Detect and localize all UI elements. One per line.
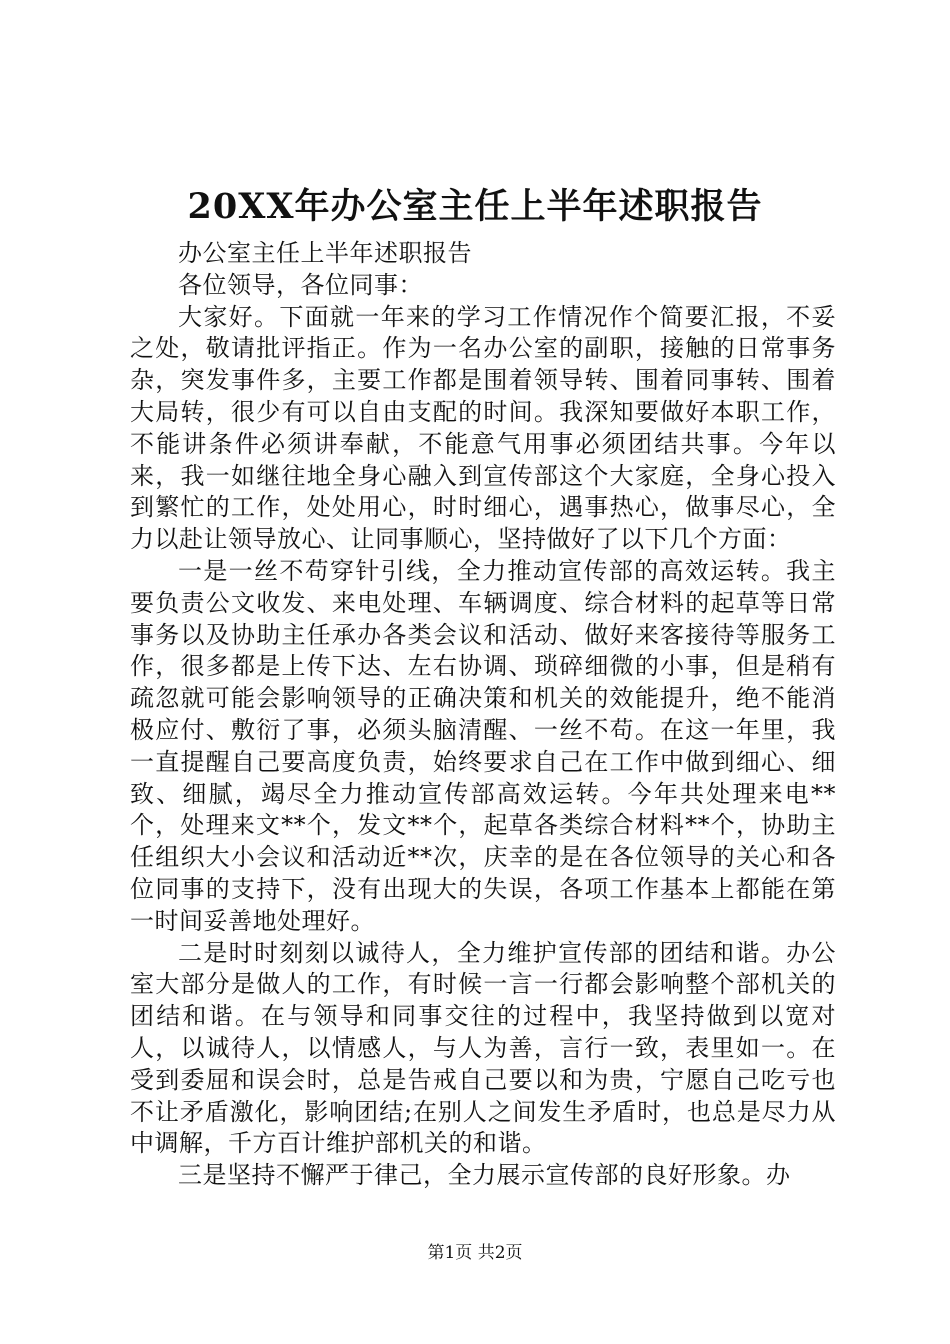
paragraph-point-three: 三是坚持不懈严于律己，全力展示宣传部的良好形象。办 [178, 1161, 791, 1190]
document-body [130, 238, 836, 1192]
paragraph-subtitle: 办公室主任上半年述职报告 [178, 239, 472, 267]
paragraph-intro: 大家好。下面就一年来的学习工作情况作个简要汇报，不妥之处，敬请批评指正。作为一名办公室的副职，接触的日常事务杂，突发事件多，主要工作都是围着领导转、围着同事转、围着大局转，很少有可以自由支配的时间。我深知要做好本职工作，不能讲条件必须讲奉献，不能意气用事必须团结共事。今年以来，我一如继往地全身心融入到宣传部这个大家庭，全身心投入到繁忙的工作，处处用心，时时细心，遇事热心，做事尽心，全力以赴让领导放心、让同事顺心，坚持做好了以下几个方面： [130, 302, 836, 554]
document-title: 20XX年办公室主任上半年述职报告 [187, 186, 763, 227]
paragraph-point-two: 二是时时刻刻以诚待人，全力维护宣传部的团结和谐。办公室大部分是做人的工作，有时候一言一行都会影响整个部机关的团结和谐。在与领导和同事交往的过程中，我坚持做到以宽对人，以诚待人，以情感人，与人为善，言行一致，表里如一。在受到委屈和误会时，总是告戒自己要以和为贵，宁愿自己吃亏也不让矛盾激化，影响团结;在别人之间发生矛盾时，也总是尽力从中调解，千方百计维护部机关的和谐。 [130, 938, 836, 1158]
page-number-footer: 第1页 共2页 [427, 1243, 523, 1263]
paragraph-salutation: 各位领导，各位同事： [178, 270, 423, 299]
paragraph-point-one: 一是一丝不苟穿针引线，全力推动宣传部的高效运转。我主要负责公文收发、来电处理、车辆调度、综合材料的起草等日常事务以及协助主任承办各类会议和活动、做好来客接待等服务工作，很多都是上传下达、左右协调、琐碎细微的小事，但是稍有疏忽就可能会影响领导的正确决策和机关的效能提升，绝不能消极应付、敷衍了事，必须头脑清醒、一丝不苟。在这一年里，我一直提醒自己要高度负责，始终要求自己在工作中做到细心、细致、细腻，竭尽全力推动宣传部高效运转。今年共处理来电**个，处理来文**个，发文**个，起草各类综合材料**个，协助主任组织大小会议和活动近**次，庆幸的是在各位领导的关心和各位同事的支持下，没有出现大的失误，各项工作基本上都能在第一时间妥善地处理好。 [130, 556, 836, 935]
